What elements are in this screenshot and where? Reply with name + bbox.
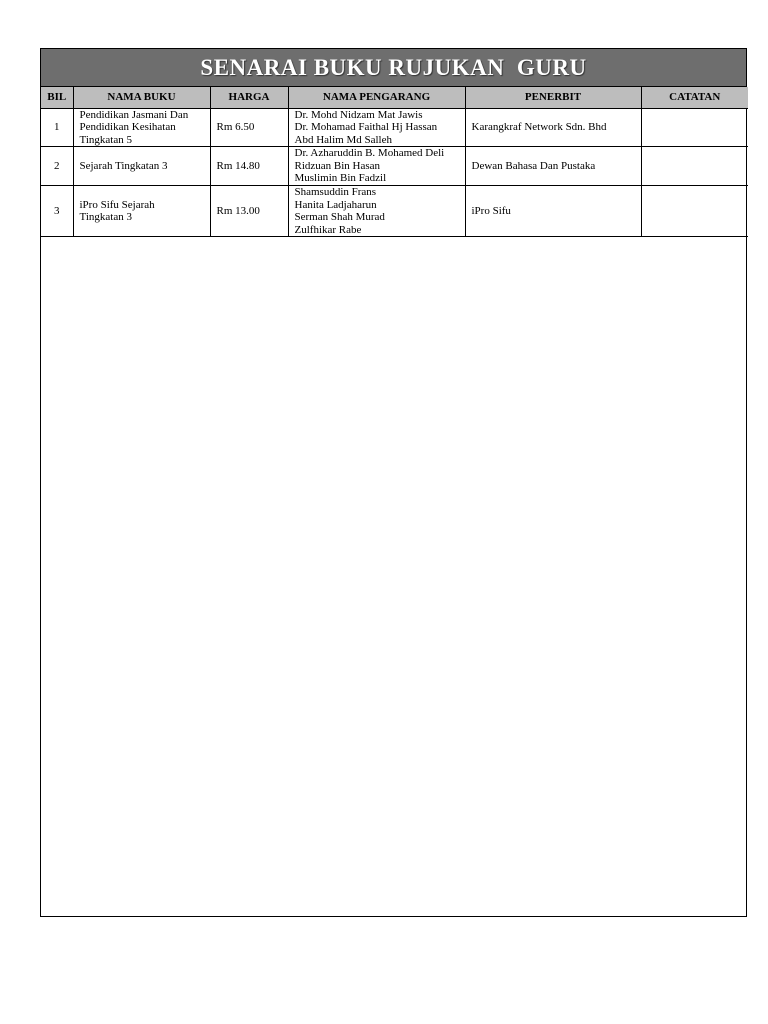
book-title-line: iPro Sifu Sejarah — [79, 198, 155, 211]
cell-pengarang — [288, 147, 465, 186]
column-header-nama-pengarang: NAMA PENGARANG — [288, 87, 465, 108]
author-line: Zulfhikar Rabe — [294, 223, 362, 236]
author-line: Dr. Mohamad Faithal Hj Hassan — [294, 121, 438, 133]
cell-bil: 1 — [41, 108, 73, 147]
table-row — [41, 108, 748, 147]
author-line: Dr. Mohd Nidzam Mat Jawis — [294, 108, 423, 121]
cell-penerbit: Dewan Bahasa Dan Pustaka — [465, 147, 641, 186]
table-row — [41, 147, 748, 186]
column-header-harga: HARGA — [210, 87, 288, 108]
column-header-bil: BIL — [41, 87, 73, 108]
reference-book-sheet — [40, 48, 747, 917]
author-line: Dr. Azharuddin B. Mohamed Deli — [294, 147, 445, 160]
title-bar — [41, 49, 746, 87]
cell-harga: Rm 14.80 — [210, 147, 288, 186]
cell-nama-buku — [73, 108, 210, 147]
column-header-penerbit: PENERBIT — [465, 87, 641, 108]
cell-penerbit: Karangkraf Network Sdn. Bhd — [465, 108, 641, 147]
table-row — [41, 186, 748, 237]
cell-harga: Rm 13.00 — [210, 186, 288, 237]
cell-bil: 2 — [41, 147, 73, 186]
cell-catatan — [641, 186, 748, 237]
cell-nama-buku — [73, 186, 210, 237]
author-line: Ridzuan Bin Hasan — [294, 159, 381, 172]
book-title-line: Tingkatan 3 — [79, 211, 132, 223]
book-table — [41, 87, 748, 237]
author-line: Serman Shah Murad — [294, 211, 385, 223]
author-line: Hanita Ladjaharun — [294, 198, 377, 211]
author-line: Abd Halim Md Salleh — [294, 133, 392, 146]
cell-nama-buku — [73, 147, 210, 186]
column-header-catatan: CATATAN — [641, 87, 748, 108]
table-header-row — [41, 87, 748, 108]
cell-bil: 3 — [41, 186, 73, 237]
book-title-line: Pendidikan Kesihatan — [79, 121, 176, 133]
page-title: SENARAI BUKU RUJUKAN GURU — [200, 54, 587, 80]
cell-catatan — [641, 147, 748, 186]
column-header-nama-buku: NAMA BUKU — [73, 87, 210, 108]
cell-catatan — [641, 108, 748, 147]
book-title-line: Sejarah Tingkatan 3 — [79, 159, 168, 172]
cell-penerbit: iPro Sifu — [465, 186, 641, 237]
cell-pengarang — [288, 108, 465, 147]
author-line: Shamsuddin Frans — [294, 186, 377, 198]
cell-pengarang — [288, 186, 465, 237]
book-title-line: Tingkatan 5 — [79, 133, 132, 146]
cell-harga: Rm 6.50 — [210, 108, 288, 147]
book-title-line: Pendidikan Jasmani Dan — [79, 108, 189, 121]
author-line: Muslimin Bin Fadzil — [294, 172, 387, 185]
